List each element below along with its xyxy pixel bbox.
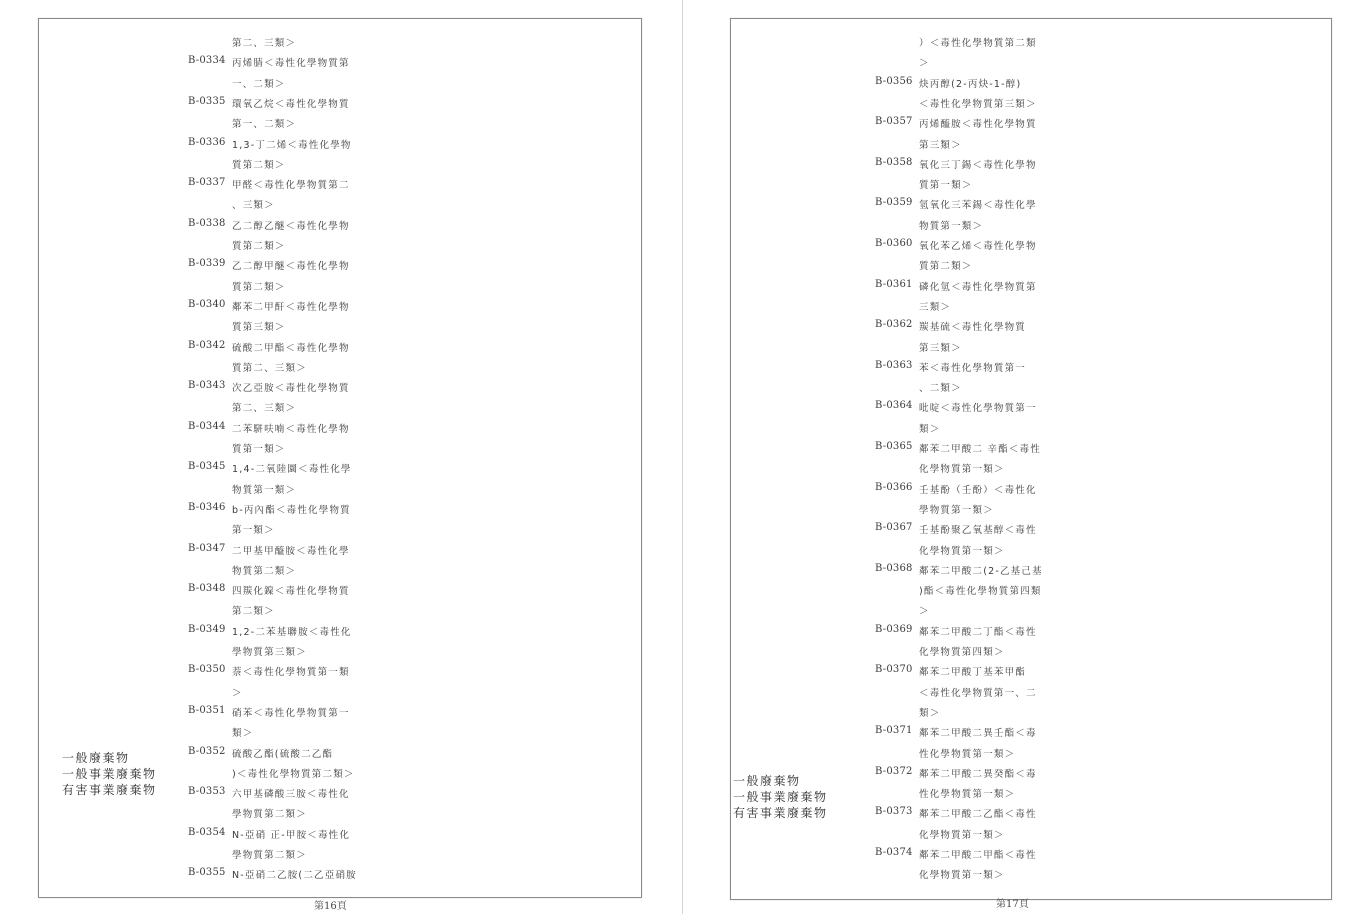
entry-code: B-0371 <box>875 725 913 737</box>
entry-text-line: 學物質第一類＞ <box>919 504 994 516</box>
entry-text-line: 類＞ <box>919 423 941 435</box>
entry-text-line: 鄰苯二甲酸二乙酯＜毒性 <box>919 809 1037 821</box>
entry-text-line: ＜毒性化學物質第三類＞ <box>919 98 1037 110</box>
entry-text-line: 學物質第三類＞ <box>232 647 307 658</box>
category-label: 一般廢棄物 <box>733 774 801 788</box>
entry-text-line: 質第二類＞ <box>232 159 286 171</box>
entry-text-line: 鄰苯二甲酸二丁酯＜毒性 <box>919 626 1037 638</box>
entry-text-line: 第二、三類＞ <box>232 403 297 415</box>
entry-text-line: 吡啶＜毒性化學物質第一 <box>919 403 1037 415</box>
entry-text-line: 物質第一類＞ <box>919 220 984 232</box>
entry-code: B-0349 <box>188 623 226 635</box>
entry-code: B-0346 <box>188 501 226 513</box>
left-page-number: 第16頁 <box>314 901 347 912</box>
entry-text-line: 質第一類＞ <box>232 444 286 455</box>
entry-code: B-0335 <box>188 95 226 107</box>
entry-code: B-0354 <box>188 826 226 838</box>
entry-text-line: 氫氧化三苯錫＜毒性化學 <box>919 200 1037 212</box>
entry-text-line: 乙二醇乙醚＜毒性化學物 <box>232 220 350 232</box>
entry-text-line: ＞ <box>919 606 930 618</box>
entry-text-line: N-亞硝二乙胺(二乙亞硝胺 <box>232 870 357 882</box>
entry-code: B-0359 <box>875 197 913 209</box>
entry-text-line: 質第二類＞ <box>232 241 286 252</box>
entry-code: B-0353 <box>188 786 226 798</box>
entry-code: B-0369 <box>875 623 913 635</box>
entry-text-line: 甲醛＜毒性化學物質第二 <box>232 180 350 192</box>
entry-text-line: 第二類＞ <box>232 606 275 618</box>
entry-text-line: 硫酸乙酯(硫酸二乙酯 <box>232 748 334 760</box>
entry-text-line: 1,4-二氧陸圜＜毒性化學 <box>232 464 352 476</box>
entry-code: B-0340 <box>188 298 226 310</box>
entry-text-line: 質第二類＞ <box>232 281 286 293</box>
entry-text-line: 二苯駢呋喃＜毒性化學物 <box>232 423 350 435</box>
entry-text-line: ）＜毒性化學物質第二類 <box>919 38 1037 49</box>
entry-text-line: 鄰苯二甲酐＜毒性化學物 <box>232 301 350 313</box>
category-label: 一般事業廢棄物 <box>62 767 157 781</box>
entry-text-line: 次乙亞胺＜毒性化學物質 <box>232 383 350 395</box>
entry-code: B-0337 <box>188 177 226 189</box>
entry-text-line: 類＞ <box>232 728 254 740</box>
entry-code: B-0366 <box>875 481 913 493</box>
entry-code: B-0352 <box>188 745 226 757</box>
entry-code: B-0362 <box>875 319 913 331</box>
entry-code: B-0338 <box>188 217 226 229</box>
entry-code: B-0367 <box>875 522 913 534</box>
entry-code: B-0373 <box>875 806 913 818</box>
entry-text-line: 六甲基磷酸三胺＜毒性化 <box>232 789 350 801</box>
entry-code: B-0364 <box>875 400 913 412</box>
entry-text-line: 三類＞ <box>919 301 952 313</box>
right-category-labels <box>733 773 828 821</box>
entry-text-line: 萘＜毒性化學物質第一類 <box>232 667 350 679</box>
right-page <box>683 0 1366 914</box>
entry-text-line: 二甲基甲醯胺＜毒性化學 <box>232 545 350 557</box>
entry-text-line: 壬基酚聚乙氧基醇＜毒性 <box>919 525 1037 537</box>
entry-text-line: 硫酸二甲酯＜毒性化學物 <box>232 342 350 354</box>
category-label: 有害事業廢棄物 <box>62 783 157 797</box>
entry-text-line: 1,2-二苯基聯胺＜毒性化 <box>232 626 352 638</box>
entry-text-line: 鄰苯二甲酸二甲酯＜毒性 <box>919 850 1037 861</box>
right-page-number: 第17頁 <box>996 899 1029 910</box>
entry-code: B-0368 <box>875 562 913 574</box>
entry-text-line: 氧化三丁錫＜毒性化學物 <box>919 159 1037 171</box>
entry-text-line: 乙二醇甲醚＜毒性化學物 <box>232 261 350 273</box>
entry-text-line: 四羰化鎳＜毒性化學物質 <box>232 586 350 598</box>
entry-text-line: 氧化苯乙烯＜毒性化學物 <box>919 241 1037 252</box>
entry-code: B-0360 <box>875 238 913 249</box>
entry-text-line: ＞ <box>232 687 243 699</box>
entry-code: B-0357 <box>875 116 913 128</box>
entry-text-line: 硝苯＜毒性化學物質第一 <box>232 707 350 719</box>
entry-text-line: N-亞硝 正-甲胺＜毒性化 <box>232 829 351 841</box>
entry-text-line: 第三類＞ <box>919 139 962 151</box>
entry-text-line: 化學物質第一類＞ <box>919 870 1005 882</box>
entry-text-line: b-丙內酯＜毒性化學物質 <box>232 504 351 516</box>
entry-text-line: )酯＜毒性化學物質第四類 <box>919 586 1042 598</box>
entry-text-line: 壬基酚（壬酚）＜毒性化 <box>919 484 1037 496</box>
entry-code: B-0342 <box>188 339 226 351</box>
entry-text-line: 環氧乙烷＜毒性化學物質 <box>232 98 350 110</box>
entry-text-line: 第三類＞ <box>919 342 962 354</box>
entry-text-line: 化學物質第一類＞ <box>919 829 1005 841</box>
entry-text-line: 物質第一類＞ <box>232 484 297 496</box>
entry-text-line: 鄰苯二甲酸二(2-乙基己基 <box>919 565 1043 577</box>
entry-code: B-0348 <box>188 583 226 595</box>
entry-text-line: 、二類＞ <box>919 383 962 395</box>
entry-code: B-0361 <box>875 278 913 290</box>
entry-code: B-0363 <box>875 359 913 371</box>
entry-text-line: ＜毒性化學物質第一、二 <box>919 687 1037 699</box>
entry-text-line: 化學物質第四類＞ <box>919 647 1005 658</box>
entry-text-line: 質第三類＞ <box>232 322 286 334</box>
entry-code: B-0358 <box>875 156 913 168</box>
entry-text-line: 羰基硫＜毒性化學物質 <box>919 322 1027 334</box>
entry-text-line: 學物質第二類＞ <box>232 809 307 821</box>
entry-text-line: 丙烯腈＜毒性化學物質第 <box>232 58 350 70</box>
entry-code: B-0339 <box>188 258 226 270</box>
entry-text-line: 炔丙醇(2-丙炔-1-醇) <box>919 78 1022 90</box>
entry-code: B-0345 <box>188 461 226 473</box>
entry-text-line: 鄰苯二甲酸二異壬酯＜毒 <box>919 728 1037 740</box>
left-category-labels <box>62 750 157 798</box>
category-label: 一般事業廢棄物 <box>733 790 828 804</box>
category-label: 一般廢棄物 <box>62 751 130 765</box>
entry-text-line: 化學物質第一類＞ <box>919 464 1005 476</box>
entry-code: B-0344 <box>188 420 226 432</box>
entry-text-line: 第二、三類＞ <box>232 38 297 49</box>
entry-code: B-0351 <box>188 704 226 716</box>
entry-text-line: )＜毒性化學物質第二類＞ <box>232 768 355 780</box>
entry-text-line: 第一類＞ <box>232 525 275 537</box>
entry-text-line: 、三類＞ <box>232 200 275 212</box>
entry-code: B-0370 <box>875 664 913 676</box>
category-label: 有害事業廢棄物 <box>733 806 828 820</box>
entry-code: B-0334 <box>188 55 226 67</box>
entry-code: B-0355 <box>188 867 226 879</box>
entry-text-line: 鄰苯二甲酸二 辛酯＜毒性 <box>919 444 1041 455</box>
entry-text-line: 第一、二類＞ <box>232 119 297 131</box>
entry-code: B-0356 <box>875 75 913 87</box>
entry-text-line: 苯＜毒性化學物質第一 <box>919 362 1027 374</box>
entry-text-line: 質第二、三類＞ <box>232 362 307 374</box>
entry-code: B-0343 <box>188 380 226 392</box>
entry-text-line: 質第二類＞ <box>919 261 973 273</box>
entry-code: B-0350 <box>188 664 226 676</box>
entry-code: B-0372 <box>875 765 913 777</box>
entry-text-line: 一、二類＞ <box>232 78 286 90</box>
entry-text-line: ＞ <box>919 58 930 70</box>
entry-code: B-0347 <box>188 542 226 554</box>
entry-text-line: 性化學物質第一類＞ <box>919 789 1016 801</box>
entry-text-line: 鄰苯二甲酸丁基苯甲酯 <box>919 667 1027 679</box>
entry-text-line: 丙烯醯胺＜毒性化學物質 <box>919 119 1037 131</box>
entry-text-line: 鄰苯二甲酸二異癸酯＜毒 <box>919 768 1037 780</box>
entry-code: B-0336 <box>188 136 226 148</box>
entry-text-line: 學物質第二類＞ <box>232 850 307 861</box>
entry-text-line: 質第一類＞ <box>919 180 973 192</box>
entry-text-line: 物質第二類＞ <box>232 565 297 577</box>
entry-code: B-0374 <box>875 847 913 858</box>
entry-text-line: 化學物質第一類＞ <box>919 545 1005 557</box>
entry-text-line: 性化學物質第一類＞ <box>919 748 1016 760</box>
entry-text-line: 1,3-丁二烯＜毒性化學物 <box>232 139 352 151</box>
entry-text-line: 類＞ <box>919 707 941 719</box>
entry-text-line: 磷化氫＜毒性化學物質第 <box>919 281 1037 293</box>
entry-code: B-0365 <box>875 441 913 452</box>
